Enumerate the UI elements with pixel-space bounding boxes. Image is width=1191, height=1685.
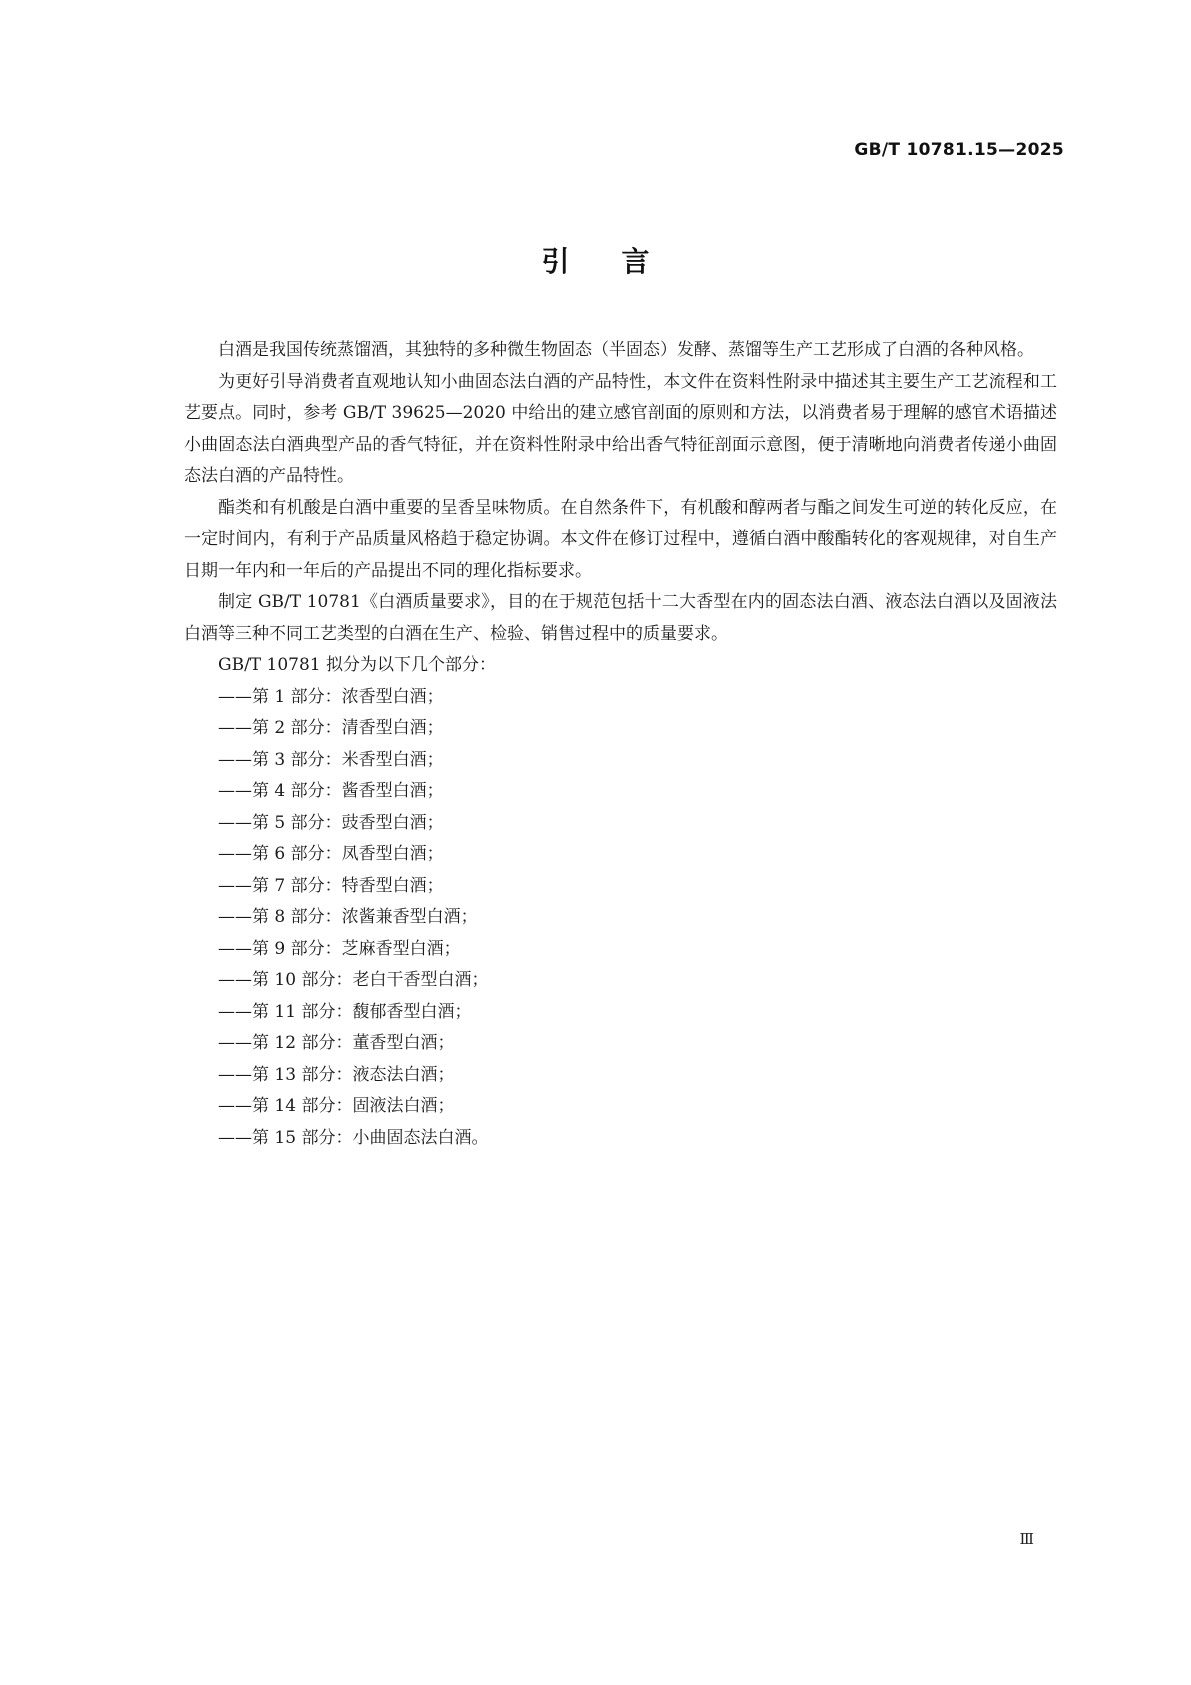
list-item: ——第 1 部分：浓香型白酒； xyxy=(218,686,444,707)
standard-code: GB/T 10781.15—2025 xyxy=(854,140,1064,160)
list-item: ——第 3 部分：米香型白酒； xyxy=(218,749,444,770)
page-number: Ⅲ xyxy=(1019,1530,1034,1548)
page-title: 引言 xyxy=(541,245,702,278)
paragraph: 酯类和有机酸是白酒中重要的呈香呈味物质。在自然条件下，有机酸和醇两者与酯之间发生可逆的转化反应，在一定时间内，有利于产品质量风格趋于稳定协调。本文件在修订过程中，遵循白酒中酸酯转化的客观规律，对自生产日期一年内和一年后的产品提出不同的理化指标要求。 xyxy=(184,497,1057,581)
list-item: ——第 10 部分：老白干香型白酒； xyxy=(218,970,489,990)
list-item: ——第 12 部分：董香型白酒； xyxy=(218,1033,455,1053)
list-item: ——第 11 部分：馥郁香型白酒； xyxy=(218,1001,472,1022)
paragraph: 为更好引导消费者直观地认知小曲固态法白酒的产品特性，本文件在资料性附录中描述其主要生产工艺流程和工艺要点。同时，参考 GB/T 39625—2020 中给出的建立感官剖面的原则和方法，以消费者易于理解的感官术语描述小曲固态法白酒典型产品的香气特征，并在资料性附录中给出香气特征剖面示意图，便于清晰地向消费者传递小曲固态法白酒的产品特性。 xyxy=(184,371,1057,486)
paragraph: 白酒是我国传统蒸馏酒，其独特的多种微生物固态（半固态）发酵、蒸馏等生产工艺形成了白酒的各种风格。 xyxy=(218,340,1034,360)
introduction-body xyxy=(184,335,1057,1154)
list-item: ——第 14 部分：固液法白酒； xyxy=(218,1096,455,1116)
paragraph: GB/T 10781 拟分为以下几个部分： xyxy=(218,655,497,675)
list-item: ——第 13 部分：液态法白酒； xyxy=(218,1064,455,1085)
parts-list xyxy=(184,682,1057,1155)
list-item: ——第 7 部分：特香型白酒； xyxy=(218,875,444,896)
list-item: ——第 6 部分：凤香型白酒； xyxy=(218,844,444,864)
paragraph: 制定 GB/T 10781《白酒质量要求》，目的在于规范包括十二大香型在内的固态法白酒、液态法白酒以及固液法白酒等三种不同工艺类型的白酒在生产、检验、销售过程中的质量要求。 xyxy=(184,592,1057,644)
list-item: ——第 9 部分：芝麻香型白酒； xyxy=(218,938,461,959)
list-item: ——第 15 部分：小曲固态法白酒。 xyxy=(218,1127,489,1148)
list-item: ——第 8 部分：浓酱兼香型白酒； xyxy=(218,907,478,927)
list-item: ——第 2 部分：清香型白酒； xyxy=(218,718,444,738)
list-item: ——第 4 部分：酱香型白酒； xyxy=(218,781,444,801)
list-item: ——第 5 部分：豉香型白酒； xyxy=(218,812,444,833)
